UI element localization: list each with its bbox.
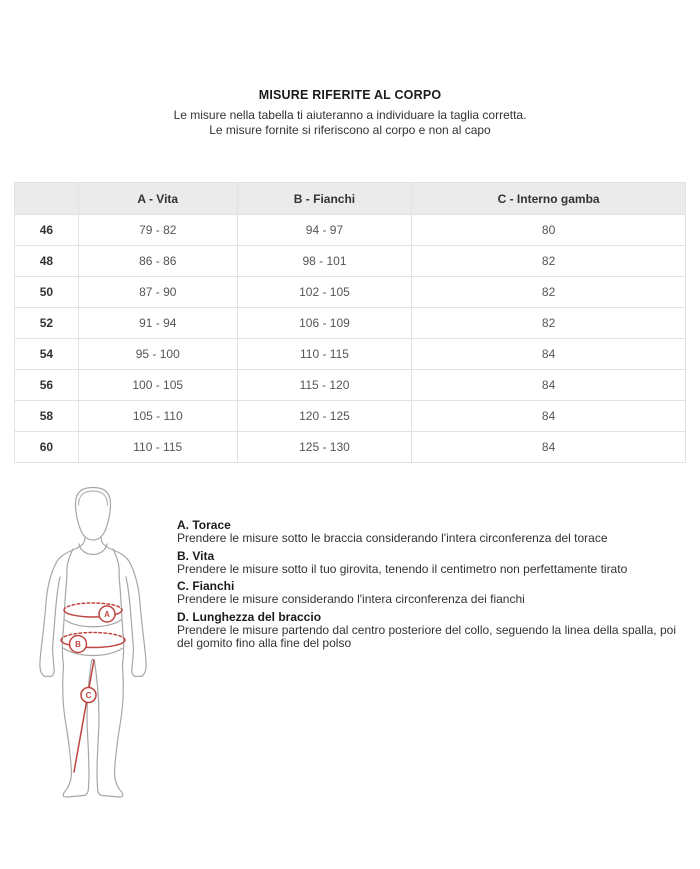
inseam-line: [74, 660, 94, 772]
instruction-heading: D. Lunghezza del braccio: [177, 609, 322, 624]
vita-cell: 91 - 94: [78, 308, 237, 339]
fianchi-cell: 94 - 97: [237, 215, 411, 246]
table-row: [15, 277, 686, 308]
fianchi-cell: 106 - 109: [237, 308, 411, 339]
fianchi-cell: 115 - 120: [237, 370, 411, 401]
vita-cell: 110 - 115: [78, 432, 237, 463]
instruction-body: Prendere le misure sotto il tuo girovita, tenendo il centimetro non perfettamente tirato: [177, 561, 628, 576]
table-row: [15, 215, 686, 246]
size-cell: 56: [15, 370, 79, 401]
waist-label: A: [104, 610, 110, 619]
fianchi-cell: 102 - 105: [237, 277, 411, 308]
fianchi-cell: 125 - 130: [237, 432, 411, 463]
fianchi-cell: 120 - 125: [237, 401, 411, 432]
interno-gamba-cell: 84: [412, 432, 686, 463]
page-subtitle: [0, 108, 700, 138]
vita-cell: 95 - 100: [78, 339, 237, 370]
subtitle-line-2: Le misure fornite si riferiscono al corpo e non al capo: [209, 123, 491, 137]
vita-cell: 79 - 82: [78, 215, 237, 246]
interno-gamba-cell: 82: [412, 246, 686, 277]
interno-gamba-cell: 84: [412, 370, 686, 401]
inseam-label: C: [85, 691, 92, 700]
interno-gamba-cell: 82: [412, 308, 686, 339]
instruction-body: Prendere le misure considerando l'intera circonferenza dei fianchi: [177, 592, 525, 606]
size-cell: 58: [15, 401, 79, 432]
size-cell: 52: [15, 308, 79, 339]
instruction-body: Prendere le misure sotto le braccia considerando l'intera circonferenza del torace: [177, 531, 608, 545]
vita-cell: 87 - 90: [78, 277, 237, 308]
table-row: [15, 339, 686, 370]
fianchi-cell: 98 - 101: [237, 246, 411, 277]
instruction-heading: B. Vita: [177, 548, 215, 563]
vita-cell: 105 - 110: [78, 401, 237, 432]
vita-cell: 86 - 86: [78, 246, 237, 277]
interno-gamba-cell: 80: [412, 215, 686, 246]
interno-gamba-cell: 84: [412, 401, 686, 432]
size-table: [14, 182, 686, 463]
fianchi-cell: 110 - 115: [237, 339, 411, 370]
column-header-size: [15, 183, 79, 215]
instruction-item: [177, 550, 693, 577]
instruction-heading: C. Fianchi: [177, 579, 235, 593]
vita-cell: 100 - 105: [78, 370, 237, 401]
table-row: [15, 401, 686, 432]
size-cell: 50: [15, 277, 79, 308]
table-row: [15, 370, 686, 401]
column-header-interno-gamba: C - Interno gamba: [412, 183, 686, 215]
subtitle-line-1: Le misure nella tabella ti aiuteranno a individuare la taglia corretta.: [173, 108, 527, 122]
instruction-heading: A. Torace: [177, 518, 231, 532]
hips-label: B: [75, 640, 81, 649]
column-header-fianchi: B - Fianchi: [237, 183, 411, 215]
size-cell: 48: [15, 246, 79, 277]
table-row: [15, 308, 686, 339]
body-measurement-figure: [35, 483, 151, 799]
measurement-annotations: [61, 603, 125, 772]
table-row: [15, 246, 686, 277]
page-title: MISURE RIFERITE AL CORPO: [258, 88, 442, 102]
size-cell: 46: [15, 215, 79, 246]
table-row: [15, 432, 686, 463]
column-header-vita: A - Vita: [78, 183, 237, 215]
body-outline: [40, 488, 146, 798]
measurement-instructions: [177, 519, 693, 655]
interno-gamba-cell: 82: [412, 277, 686, 308]
interno-gamba-cell: 84: [412, 339, 686, 370]
size-cell: 60: [15, 432, 79, 463]
instruction-body: Prendere le misure partendo dal centro posteriore del collo, seguendo la linea della spalla, poi del gomito fino alla fine del polso: [177, 622, 676, 650]
size-table-header-row: [15, 183, 686, 215]
size-cell: 54: [15, 339, 79, 370]
instruction-item: [177, 611, 693, 651]
instruction-item: [177, 519, 693, 546]
instruction-item: [177, 580, 693, 607]
